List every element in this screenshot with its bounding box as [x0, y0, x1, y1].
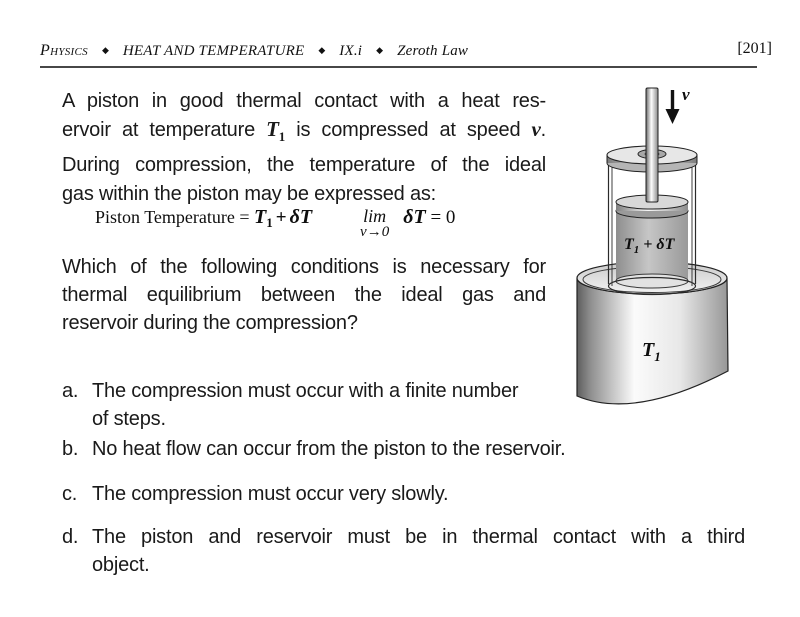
answer-option-b: [62, 435, 745, 463]
option-line: No heat flow can occur from the piston to the reservoir.: [92, 438, 566, 460]
option-label: c.: [62, 483, 78, 505]
piston-rod: [646, 88, 658, 202]
delta-t-symbol: δT: [403, 206, 426, 228]
piston-temperature-equation: [95, 206, 455, 239]
question-line: thermal equilibrium between the ideal gas and: [62, 284, 546, 306]
header-subtopic: Zeroth Law: [397, 43, 469, 59]
intro-paragraph: [62, 87, 546, 209]
option-text: [92, 480, 745, 508]
limit-operator: [360, 205, 390, 240]
option-line: object.: [92, 554, 150, 576]
equation-result: = 0: [425, 207, 456, 228]
answer-option-d: [62, 523, 745, 579]
page-number: [201]: [737, 40, 772, 57]
option-text: [92, 435, 745, 463]
temperature-subscript: 1: [266, 215, 273, 231]
question-paragraph: [62, 253, 546, 337]
limit-text: lim: [363, 205, 387, 226]
option-label: b.: [62, 438, 79, 460]
header-rule: [40, 66, 757, 68]
temperature-symbol: T: [254, 206, 267, 228]
intro-text: ervoir at temperature: [62, 119, 267, 141]
option-line: The compression must occur very slowly.: [92, 483, 449, 505]
limit-condition: v→0: [360, 224, 390, 240]
header-section: IX.i: [339, 43, 363, 59]
option-text: [92, 523, 745, 579]
diamond-separator-icon: ◆: [376, 45, 384, 55]
gas-temperature-label: $T_1 + \delta T$: [624, 236, 675, 256]
option-label: a.: [62, 380, 79, 402]
intro-line: During compression, the temperature of the ideal: [62, 154, 546, 176]
header-topic: HEAT AND TEMPERATURE: [122, 43, 305, 59]
option-label: d.: [62, 526, 79, 548]
gas-region: [616, 208, 688, 288]
reservoir-temperature-label: $T_1$: [642, 339, 661, 364]
piston-reservoir-figure: [572, 84, 732, 406]
velocity-label: v: [682, 85, 690, 104]
intro-line: [62, 116, 546, 151]
answer-option-c: [62, 480, 745, 508]
page-header: [40, 42, 468, 62]
header-subject: Physics: [40, 42, 88, 59]
intro-line: gas within the piston may be expressed as:: [62, 183, 437, 205]
speed-symbol: v: [531, 117, 541, 141]
delta-t-symbol: δT: [289, 206, 313, 228]
plus-sign: +: [275, 207, 287, 228]
option-line: The piston and reservoir must be in thermal contact with a third: [92, 526, 745, 548]
option-line: of steps.: [92, 408, 166, 430]
intro-line: A piston in good thermal contact with a heat res-: [62, 90, 546, 112]
option-line: The compression must occur with a finite number: [92, 380, 519, 402]
velocity-arrow-icon: [666, 85, 691, 124]
diamond-separator-icon: ◆: [318, 45, 326, 55]
temperature-symbol: T: [266, 117, 279, 141]
diamond-separator-icon: ◆: [101, 45, 109, 55]
question-line: Which of the following conditions is necessary for: [62, 256, 546, 278]
intro-text: .: [540, 119, 546, 141]
temperature-subscript: 1: [278, 129, 286, 144]
intro-text: is compressed at speed: [285, 119, 532, 141]
equation-label: Piston Temperature =: [95, 207, 255, 227]
question-line: reservoir during the compression?: [62, 312, 358, 334]
